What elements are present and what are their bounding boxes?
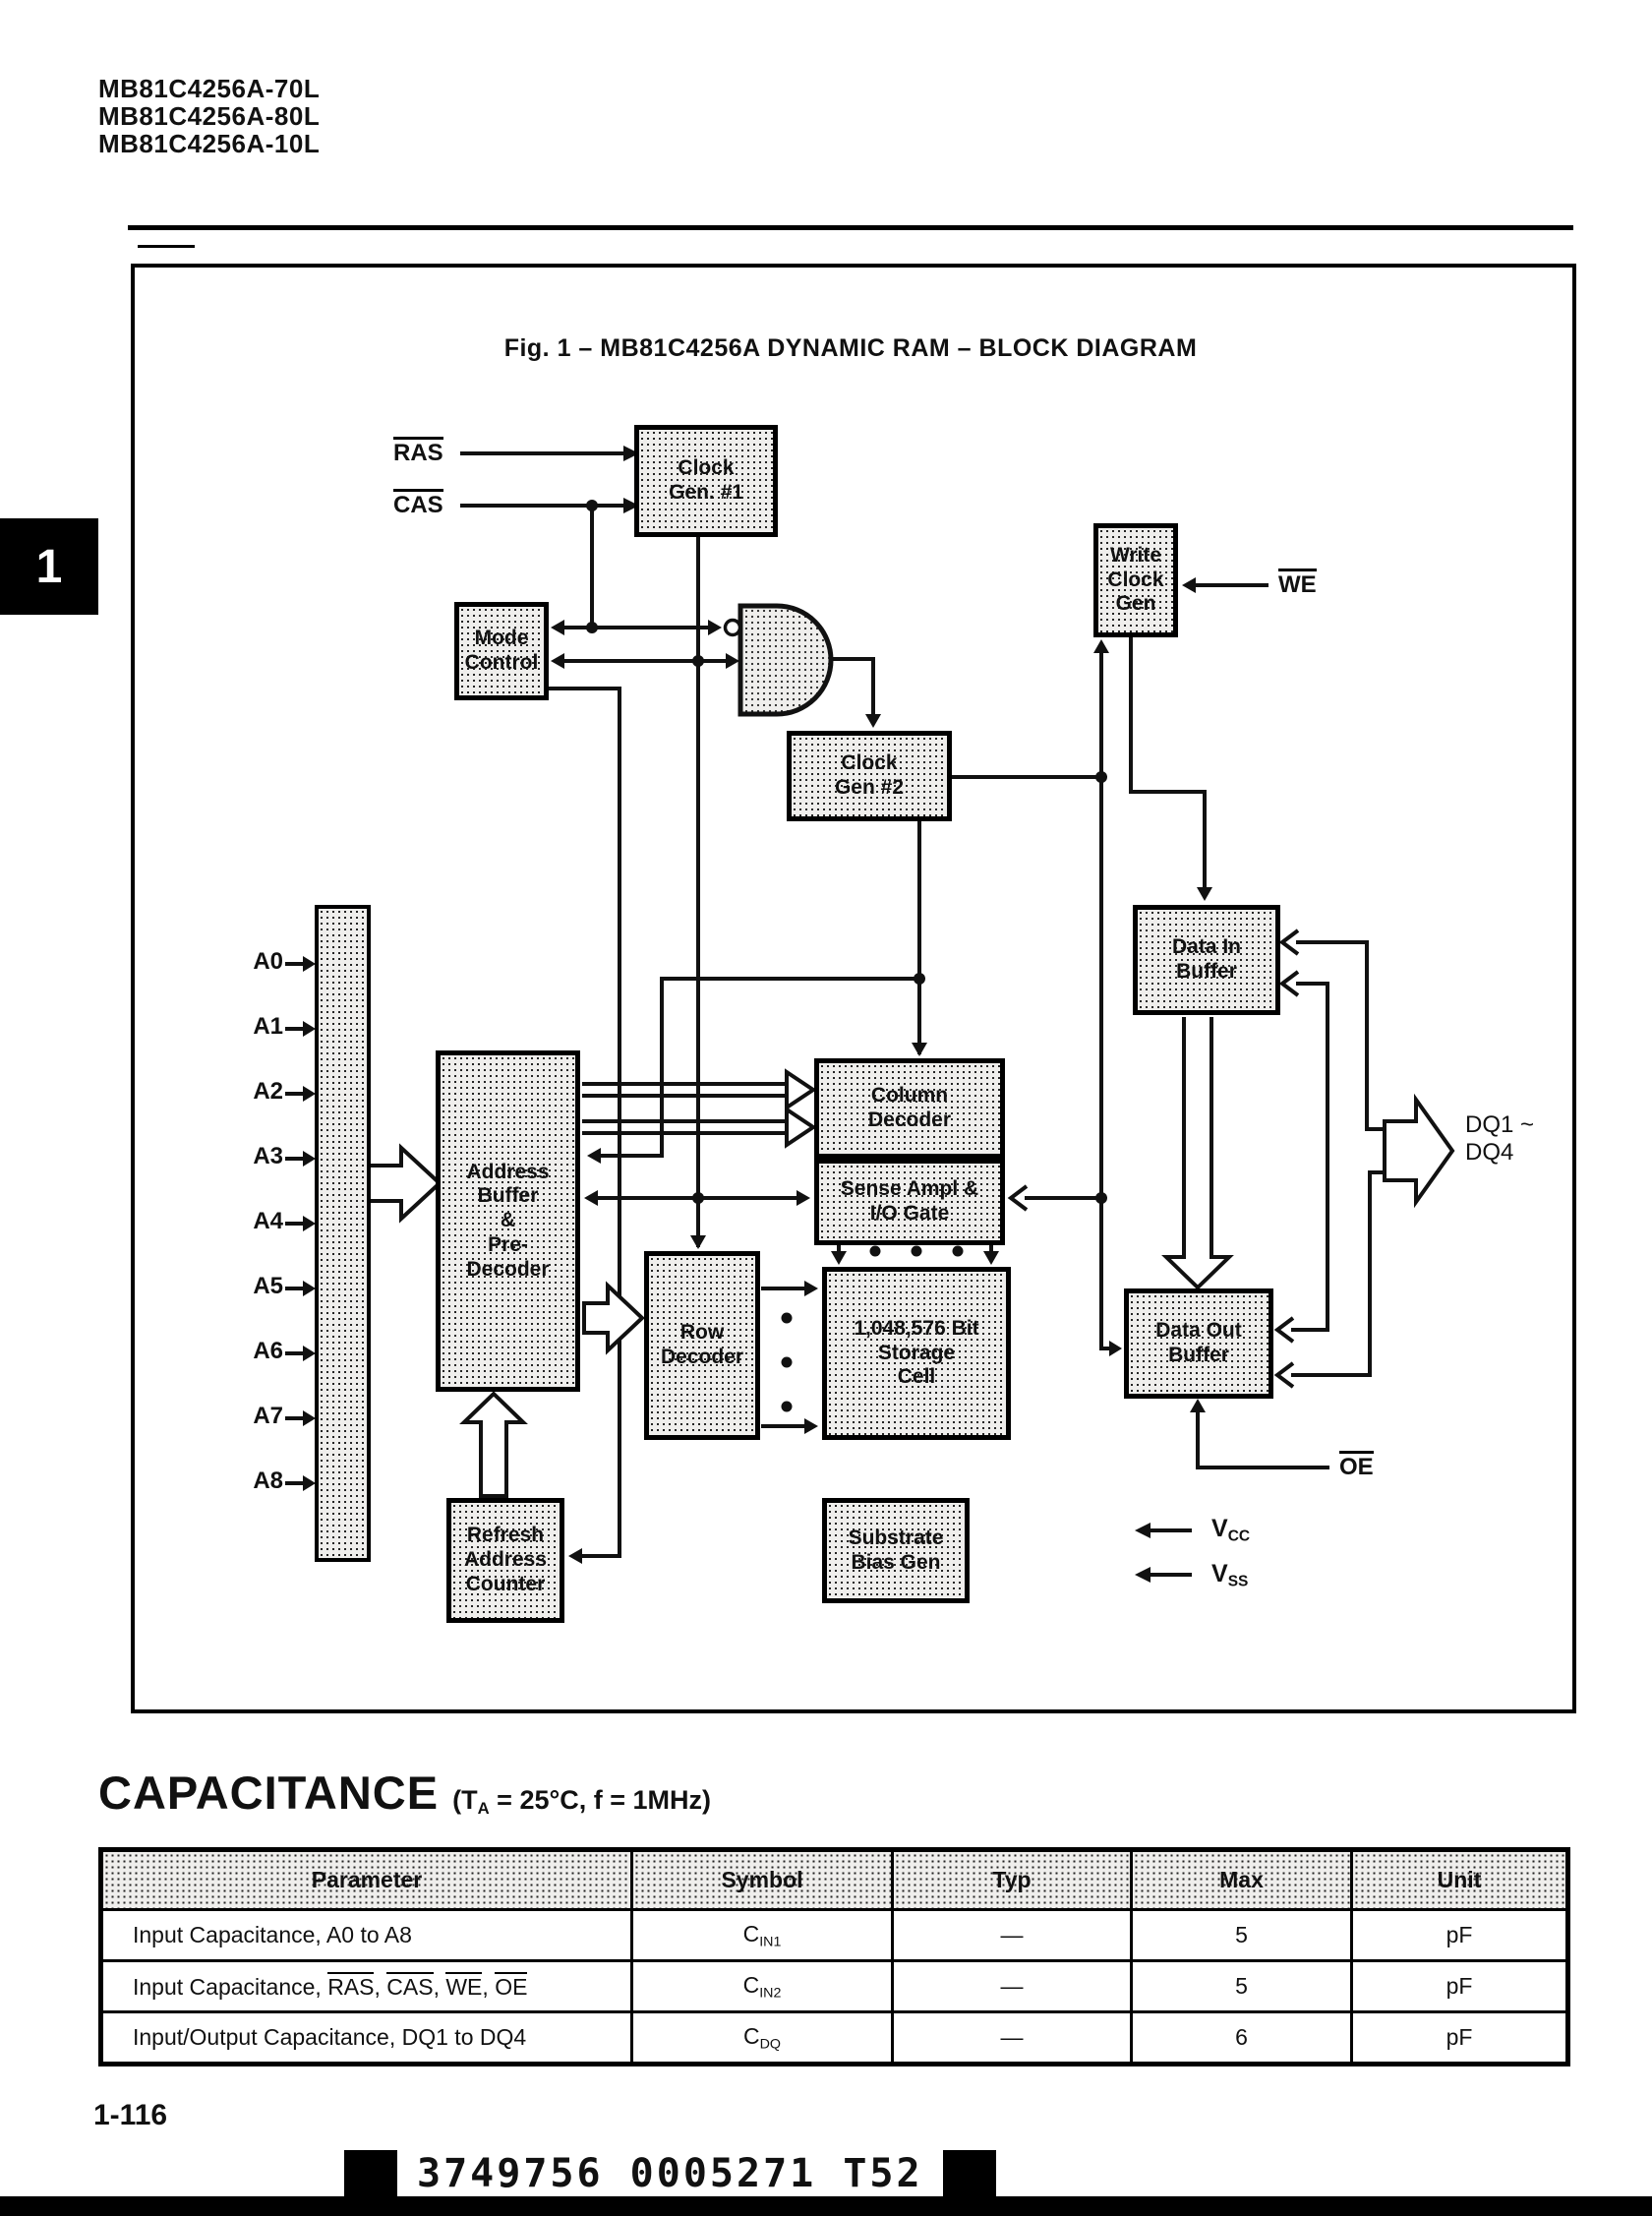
block-substrate-bias-gen bbox=[822, 1498, 970, 1603]
column-header: Symbol bbox=[632, 1850, 893, 1910]
column-header: Unit bbox=[1352, 1850, 1568, 1910]
table-row bbox=[101, 1961, 1568, 2012]
address-input-label: A7 bbox=[253, 1403, 283, 1429]
stamp-text: 3749756 0005271 T52 bbox=[417, 2151, 923, 2196]
table-row bbox=[101, 1910, 1568, 1961]
address-input-bar bbox=[315, 905, 371, 1562]
block-label-line: Sense Ampl & bbox=[840, 1177, 979, 1201]
parameter-cell: Input Capacitance, A0 to A8 bbox=[101, 1910, 632, 1961]
block-data-in-buffer bbox=[1133, 905, 1280, 1015]
document-stamp bbox=[344, 2150, 996, 2197]
block-label-line: Address bbox=[463, 1548, 548, 1572]
unit-cell: pF bbox=[1352, 1910, 1568, 1961]
block-label-line: Buffer bbox=[1176, 960, 1237, 983]
table-row bbox=[101, 2012, 1568, 2065]
figure-title: Fig. 1 – MB81C4256A DYNAMIC RAM – BLOCK DIAGRAM bbox=[503, 334, 1198, 362]
capacitance-conditions: ($T_A = 25^\circ C$, f = 1MHz) bbox=[452, 1785, 712, 1819]
block-label-line: Buffer bbox=[1168, 1344, 1229, 1366]
symbol-cell: $C_{IN2}$ bbox=[632, 1961, 893, 2012]
block-label-line: Row bbox=[679, 1321, 725, 1345]
block-label-line: Gen. #1 bbox=[669, 481, 743, 504]
block-label-line: & bbox=[500, 1209, 516, 1232]
block-label-line: Gen bbox=[1115, 592, 1156, 616]
block-row-decoder bbox=[644, 1251, 760, 1440]
column-header: Typ bbox=[893, 1850, 1132, 1910]
part-number: MB81C4256A-70L bbox=[98, 74, 321, 103]
block-label-line: Clock bbox=[841, 751, 898, 775]
block-label-line: Gen #2 bbox=[834, 776, 905, 799]
block-label-line: Buffer bbox=[477, 1184, 539, 1208]
capacitance-table bbox=[98, 1847, 1570, 2066]
block-label-line: Column bbox=[870, 1084, 949, 1108]
parameter-cell: Input Capacitance, RAS, CAS, WE, OE bbox=[101, 1961, 632, 2012]
block-label-line: Write bbox=[1109, 543, 1162, 567]
max-cell: 5 bbox=[1132, 1961, 1352, 2012]
block-column-decoder bbox=[814, 1058, 1005, 1159]
address-input-label: A1 bbox=[253, 1013, 283, 1040]
address-input-label: A6 bbox=[253, 1338, 283, 1364]
signal-label-we: WE bbox=[1278, 569, 1317, 599]
and-gate-icon bbox=[726, 606, 832, 714]
block-data-out-buffer bbox=[1124, 1288, 1273, 1399]
block-label-line: Clock bbox=[1107, 568, 1164, 591]
block-label-line: Cell bbox=[897, 1365, 936, 1389]
block-label-line: Decoder bbox=[466, 1257, 550, 1281]
signal-label-ras: RAS bbox=[393, 437, 443, 467]
max-cell: 5 bbox=[1132, 1910, 1352, 1961]
block-label-line: Bias Gen bbox=[851, 1550, 941, 1574]
block-label-line: Data In bbox=[1171, 935, 1241, 959]
typ-cell: — bbox=[893, 2012, 1132, 2065]
address-input-label: A3 bbox=[253, 1143, 283, 1169]
block-label-line: Address bbox=[466, 1160, 550, 1183]
block-refresh-address-counter bbox=[446, 1498, 564, 1623]
stamp-block bbox=[943, 2150, 996, 2197]
signal-label-cas: CAS bbox=[393, 489, 443, 519]
unit-cell: pF bbox=[1352, 1961, 1568, 2012]
block-clock-gen-2 bbox=[787, 731, 952, 821]
symbol-cell: $C_{IN1}$ bbox=[632, 1910, 893, 1961]
section-tab-number: 1 bbox=[35, 540, 63, 593]
bottom-scan-bar bbox=[0, 2196, 1652, 2216]
address-input-label: A2 bbox=[253, 1078, 283, 1105]
block-label-line: Clock bbox=[678, 456, 735, 480]
typ-cell: — bbox=[893, 1961, 1132, 2012]
column-header: Max bbox=[1132, 1850, 1352, 1910]
address-input-label: A5 bbox=[253, 1273, 283, 1299]
block-label-line: Control bbox=[464, 651, 539, 674]
address-input-label: A4 bbox=[253, 1208, 283, 1234]
block-label-line: Decoder bbox=[660, 1346, 744, 1368]
part-number: MB81C4256A-10L bbox=[98, 129, 321, 158]
max-cell: 6 bbox=[1132, 2012, 1352, 2065]
block-label-line: Pre- bbox=[488, 1232, 528, 1256]
signal-label-vss: $V_{SS}$ bbox=[1211, 1560, 1249, 1590]
part-number: MB81C4256A-80L bbox=[98, 101, 321, 131]
block-label-line: Decoder bbox=[867, 1108, 952, 1131]
table-header-row bbox=[101, 1850, 1568, 1910]
column-header: Parameter bbox=[101, 1850, 632, 1910]
block-label-line: Mode bbox=[474, 627, 529, 650]
signal-label-dq: DQ1 ~ DQ4 bbox=[1465, 1111, 1535, 1166]
block-clock-gen-1 bbox=[634, 425, 778, 537]
block-label-line: 1,048,576 Bit bbox=[854, 1316, 979, 1340]
signal-label-oe: OE bbox=[1339, 1451, 1374, 1481]
block-label-line: I/O Gate bbox=[869, 1202, 950, 1225]
parameter-cell: Input/Output Capacitance, DQ1 to DQ4 bbox=[101, 2012, 632, 2065]
symbol-cell: $C_{DQ}$ bbox=[632, 2012, 893, 2065]
address-input-label: A0 bbox=[253, 948, 283, 975]
stamp-block bbox=[344, 2150, 397, 2197]
block-label-line: Storage bbox=[877, 1341, 956, 1364]
block-mode-control bbox=[454, 602, 549, 700]
block-write-clock-gen bbox=[1093, 523, 1178, 637]
block-label-line: Data Out bbox=[1155, 1319, 1242, 1343]
typ-cell: — bbox=[893, 1910, 1132, 1961]
block-storage-cell bbox=[822, 1267, 1011, 1440]
block-label-line: Counter bbox=[465, 1572, 546, 1595]
block-label-line: Substrate bbox=[848, 1526, 944, 1549]
address-input-label: A8 bbox=[253, 1467, 283, 1494]
block-sense-ampl-io-gate bbox=[814, 1159, 1005, 1245]
unit-cell: pF bbox=[1352, 2012, 1568, 2065]
capacitance-heading: CAPACITANCE ($T_A = 25^\circ C$, f = 1MHz) bbox=[98, 1767, 712, 1819]
page-number: 1-116 bbox=[93, 2099, 168, 2131]
signal-label-vcc: $V_{CC}$ bbox=[1211, 1515, 1251, 1545]
block-address-buffer-predecoder bbox=[436, 1050, 580, 1392]
block-label-line: Refresh bbox=[466, 1524, 545, 1547]
